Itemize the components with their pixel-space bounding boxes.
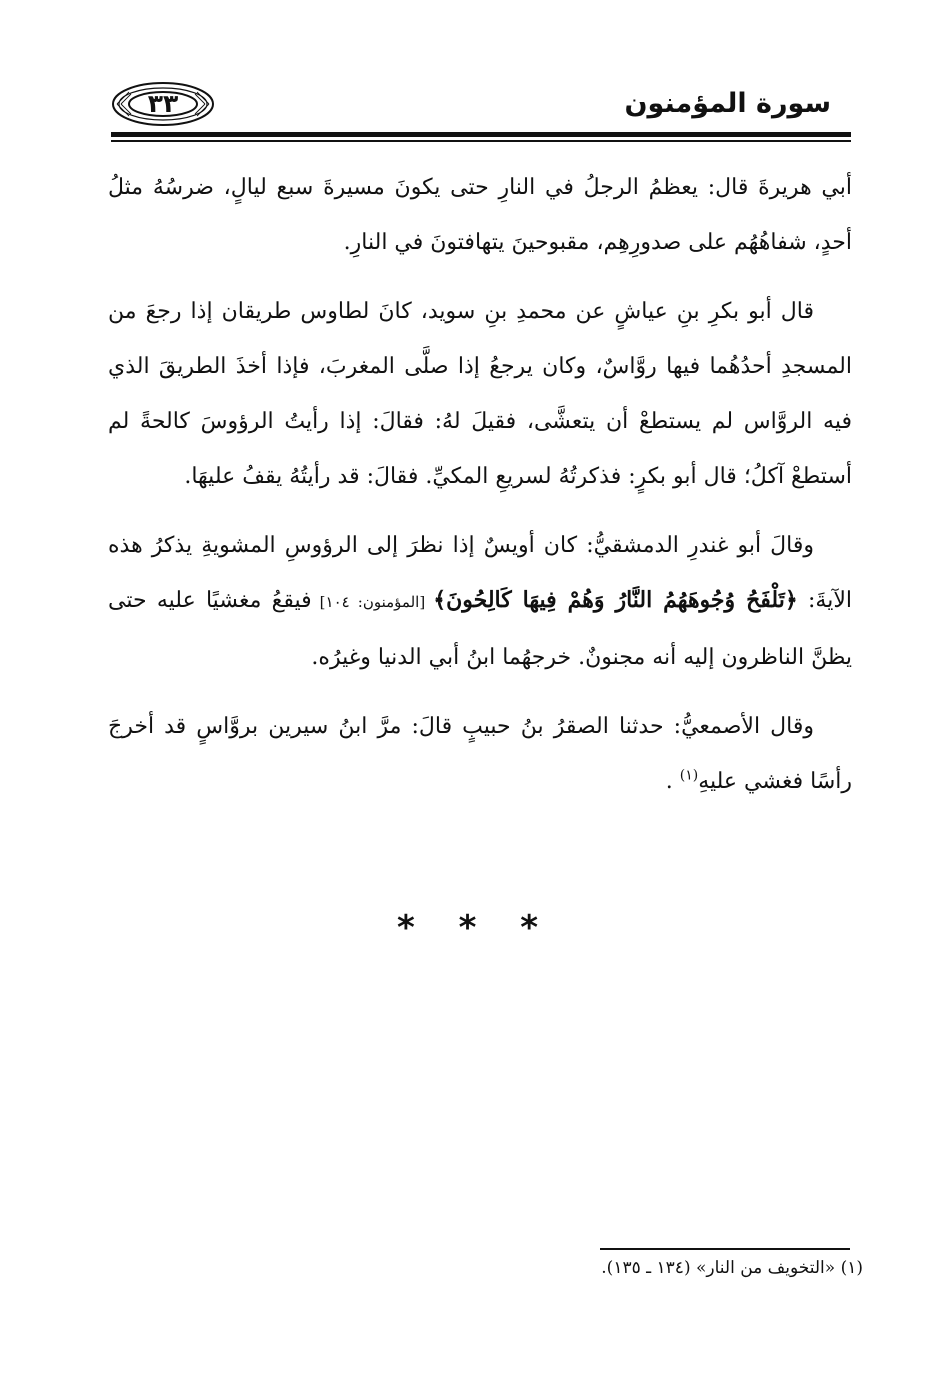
body-text [108, 160, 852, 823]
page-number-badge [111, 80, 215, 128]
header-rule-thin [111, 140, 851, 142]
footnote: (١) «التخويف من النار» (١٣٤ ـ ١٣٥). [601, 1258, 863, 1278]
footnote-rule [600, 1248, 850, 1250]
quran-verse: ﴿تَلْفَحُ وُجُوهَهُمُ النَّارُ وَهُمْ فِيهَا كَالِحُونَ﴾ [433, 587, 798, 613]
paragraph-4-end: . [665, 769, 680, 794]
paragraph-3 [108, 518, 852, 685]
paragraph-2: قال أبو بكرِ بنِ عياشٍ عن محمدِ بنِ سويد، كانَ لطاوس طريقان إذا رجعَ من المسجدِ أحدُهُما فيها روَّاسٌ، وكان يرجعُ إذا صلَّى المغربَ، فإذا أخذَ الطريقَ الذي فيه الروَّاس لم يستطعْ أن يتعشَّى، فقيلَ لهُ: فقالَ: إذا رأيتُ الرؤوسَ كالحةً لم أستطعْ آكلُ؛ قال أبو بكرٍ: فذكرتُهُ لسريعِ المكيِّ. فقالَ: قد رأيتُهُ يقفُ عليهَا. [108, 299, 852, 489]
paragraph-1: أبي هريرةَ قال: يعظمُ الرجلُ في النارِ حتى يكونَ مسيرةَ سبع ليالٍ، ضرسُهُ مثلُ أحدٍ، شفاهُهُم على صدورِهِم، مقبوحينَ يتهافتونَ في النارِ. [108, 175, 852, 255]
section-separator: * * * [396, 908, 554, 948]
page-number: ٣٣ [147, 89, 179, 118]
paragraph-3-end: فيقعُ مغشيًا عليه حتى يظنَّ الناظرون إليه أنه مجنونٌ. خرجهُما ابنُ أبي الدنيا وغيرُه. [108, 588, 852, 670]
paragraph-4-start: وقال الأصمعيُّ: حدثنا الصقرُ بنُ حبيبٍ قالَ: مرَّ ابنُ سيرين بروَّاسٍ قد أخرجَ رأسًا فغشي عليهِ [108, 714, 852, 794]
verse-reference: [المؤمنون: ١٠٤] [311, 593, 434, 611]
paragraph-4 [108, 699, 852, 809]
footnote-marker: (١) [679, 767, 699, 784]
paragraph-3-start: وقالَ أبو غندرِ الدمشقيُّ: كان أويسٌ إذا نظرَ إلى الرؤوسِ المشويةِ يذكرُ هذه الآيةَ: [108, 533, 852, 613]
header-title: سورة المؤمنون [624, 88, 831, 119]
header-rule-thick [111, 132, 851, 137]
